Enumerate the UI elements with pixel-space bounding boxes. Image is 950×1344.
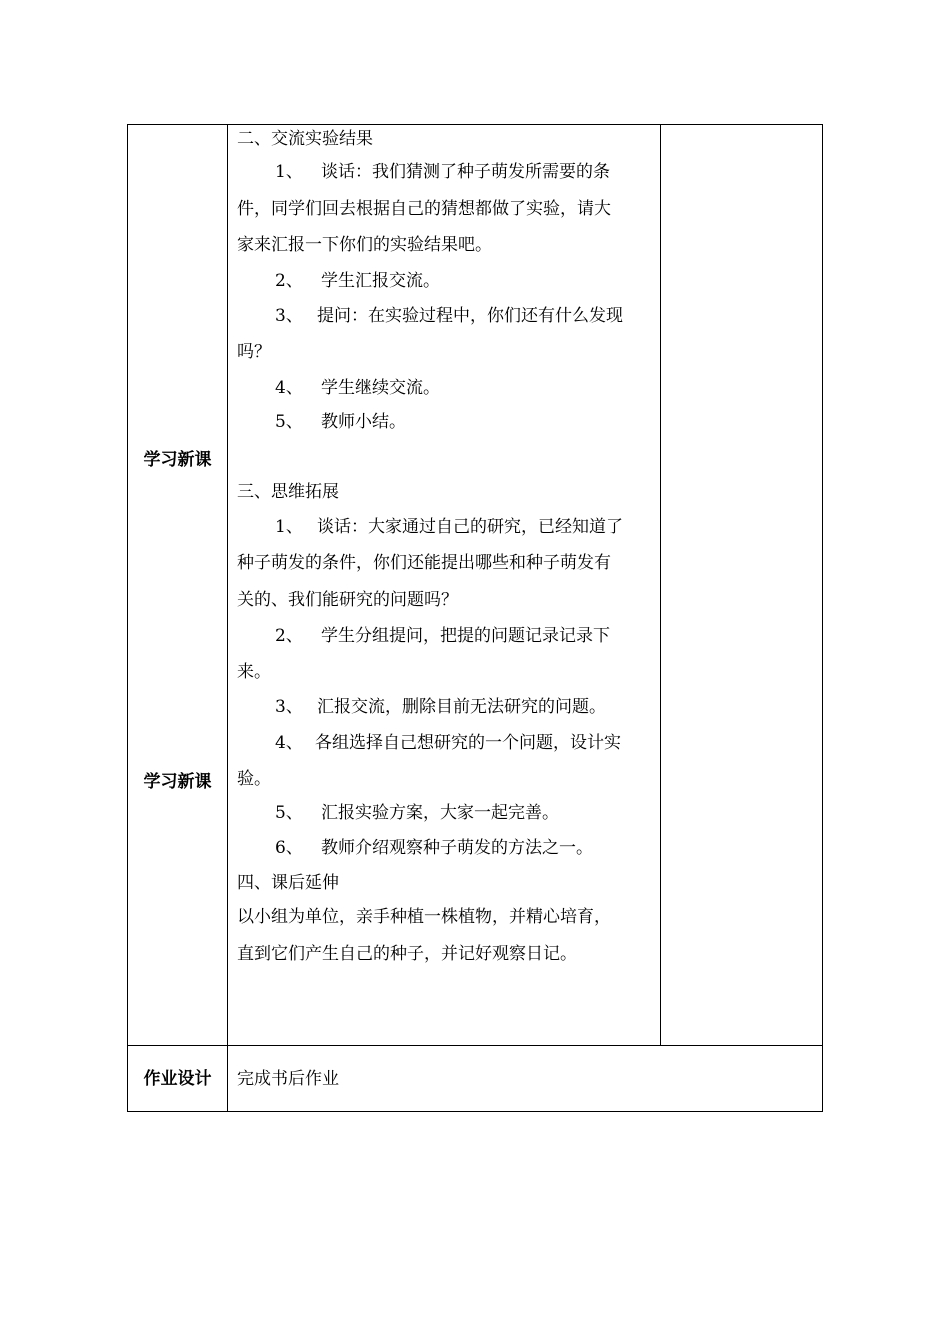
list-number: 3、 [275, 697, 303, 717]
text-line: 直到它们产生自己的种子，并记好观察日记。 [237, 944, 577, 964]
list-item: 3、 汇报交流，删除目前无法研究的问题。 [275, 697, 606, 717]
list-number: 3、 [275, 306, 303, 326]
list-item: 4、 各组选择自己想研究的一个问题，设计实 [275, 733, 621, 753]
row-label-homework: 作业设计 [143, 1069, 212, 1089]
text-line: 家来汇报一下你们的实验结果吧。 [237, 235, 492, 255]
list-item: 4、 学生继续交流。 [275, 378, 440, 398]
table-border-top [127, 124, 823, 125]
list-number: 4、 [275, 733, 303, 753]
row-label-study-2: 学习新课 [143, 772, 212, 792]
table-border-bottom [127, 1111, 823, 1112]
column-divider-notes [660, 124, 661, 1046]
text-line: 以小组为单位，亲手种植一株植物，并精心培育， [237, 907, 611, 927]
list-item: 5、 汇报实验方案，大家一起完善。 [275, 803, 559, 823]
list-item: 1、 谈话：大家通过自己的研究，已经知道了 [275, 517, 623, 537]
text-line: 吗？ [237, 342, 271, 362]
table-border-right [822, 124, 823, 1112]
list-number: 5、 [275, 803, 303, 823]
section-heading: 三、思维拓展 [237, 482, 339, 502]
text-line: 件，同学们回去根据自己的猜想都做了实验，请大 [237, 199, 611, 219]
list-number: 5、 [275, 412, 303, 432]
column-divider-label [227, 124, 228, 1112]
list-item: 1、 谈话：我们猜测了种子萌发所需要的条 [275, 162, 610, 182]
homework-text: 完成书后作业 [237, 1069, 339, 1089]
table-border-left [127, 124, 128, 1112]
section-heading: 四、课后延伸 [237, 873, 339, 893]
text-line: 关的、我们能研究的问题吗？ [237, 590, 458, 610]
list-number: 2、 [275, 626, 303, 646]
list-number: 1、 [275, 162, 303, 182]
text-line: 来。 [237, 662, 271, 682]
section-heading: 二、交流实验结果 [237, 129, 373, 149]
list-number: 1、 [275, 517, 303, 537]
list-item: 3、 提问：在实验过程中，你们还有什么发现 [275, 306, 623, 326]
list-item: 6、 教师介绍观察种子萌发的方法之一。 [275, 838, 593, 858]
text-line: 验。 [237, 769, 271, 789]
row-divider [127, 1045, 823, 1046]
list-item: 2、 学生分组提问，把提的问题记录记录下 [275, 626, 610, 646]
row-label-study-1: 学习新课 [143, 450, 212, 470]
list-item: 2、 学生汇报交流。 [275, 271, 440, 291]
list-number: 2、 [275, 271, 303, 291]
list-number: 6、 [275, 838, 303, 858]
list-item: 5、 教师小结。 [275, 412, 406, 432]
list-number: 4、 [275, 378, 303, 398]
text-line: 种子萌发的条件，你们还能提出哪些和种子萌发有 [237, 553, 611, 573]
